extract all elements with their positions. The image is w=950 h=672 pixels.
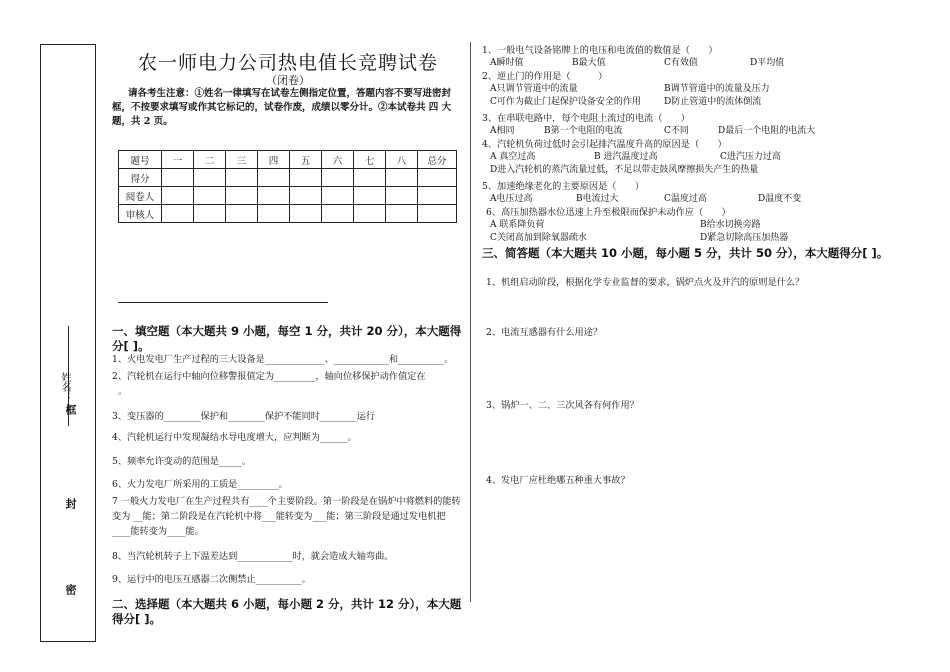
choice-option: B给水切换旁路 — [700, 220, 761, 230]
exam-notice: 请各考生注意：①姓名一律填写在试卷左侧指定位置，答题内容不要写进密封框，不按要求填写或作其它标记的，试卷作废，成绩以零分计。②本试卷共 四 大题，共 2 页。 — [112, 88, 452, 127]
choice-stem: 2、逆止门的作用是（ ） — [482, 71, 608, 82]
short-question: 4、发电厂应杜绝哪五种重大事故？ — [486, 475, 630, 486]
score-table-row — [119, 169, 457, 187]
choice-option: D防止管道中的流体倒流 — [664, 97, 762, 107]
choice-option: A 真空过高 — [490, 152, 536, 162]
choice-options — [482, 125, 922, 138]
name-label: 姓名： — [59, 372, 70, 402]
short-question: 3、锅炉一、二、三次风各有何作用？ — [486, 400, 639, 411]
score-cell — [386, 205, 418, 223]
choice-option: D平均值 — [750, 58, 785, 68]
fill-question: 7 一般火力发电厂在生产过程共有____个主要阶段。第一阶段是在锅炉中将燃料的能转变为 __能；第二阶段是在汽轮机中将___能转变为___能；第三阶段是通过发电机把____能转变为____能。 — [112, 496, 461, 537]
short-question: 2、电流互感器有什么用途？ — [486, 327, 603, 338]
choice-options — [482, 232, 922, 245]
section3-heading: 三、简答题（本大题共 10 小题，每小题 5 分，共计 50 分），本大题得分[ ]。 — [482, 246, 889, 260]
score-cell — [226, 169, 258, 187]
score-table-header-row — [119, 151, 457, 169]
choice-option: C有效值 — [664, 58, 698, 68]
choice-option: B 进汽温度过高 — [594, 152, 658, 162]
score-cell — [322, 187, 354, 205]
score-cell — [418, 169, 457, 187]
choice-option: D进入汽轮机的蒸汽流量过低，不足以带走鼓风摩擦损失产生的热量 — [490, 165, 759, 175]
score-cell — [162, 169, 194, 187]
choice-stem: 3、在串联电路中，每个电阻上流过的电流（ ） — [482, 113, 690, 124]
score-row-label: 审核人 — [119, 205, 162, 223]
score-cell — [162, 187, 194, 205]
score-row-label: 阅卷人 — [119, 187, 162, 205]
fill-question: 9、运行中的电压互感器二次侧禁止__________。 — [112, 574, 311, 585]
exam-subtitle: （闭卷） — [266, 74, 310, 87]
score-cell — [258, 169, 290, 187]
choice-stem: 1、一般电气设备铭牌上的电压和电流值的数值是（ ） — [482, 45, 718, 56]
choice-option: B最大值 — [572, 58, 606, 68]
choice-option: A 联系降负荷 — [490, 220, 545, 230]
choice-option: D紧急切除高压加热器 — [700, 233, 789, 243]
score-header-cell: 四 — [258, 151, 290, 169]
short-question: 1、机组启动阶段，根据化学专业监督的要求，锅炉点火及并汽的原则是什么？ — [486, 277, 805, 288]
seal-char-feng: 封 — [64, 498, 77, 509]
score-header-cell: 二 — [194, 151, 226, 169]
fill-question: 6、火力发电厂所采用的工质是_________。 — [112, 479, 288, 490]
score-cell — [258, 187, 290, 205]
score-header-cell: 题号 — [119, 151, 162, 169]
fill-question: 2、汽轮机在运行中轴向位移警报值定为_________，轴向位移保护动作值定在 — [112, 371, 426, 382]
fill-question: 4、汽轮机运行中发现凝结水导电度增大，应判断为______。 — [112, 432, 357, 443]
score-cell — [322, 205, 354, 223]
choice-option: D温度不变 — [758, 194, 802, 204]
choice-option: C可作为截止门起保护设备安全的作用 — [490, 97, 641, 107]
choice-questions — [482, 44, 922, 245]
choice-stem: 5、加速绝缘老化的主要原因是（ ） — [482, 181, 645, 192]
seal-char-mi: 密 — [64, 584, 77, 595]
score-cell — [290, 205, 322, 223]
section2-heading: 二、选择题（本大题共 6 小题，每小题 2 分，共计 12 分），本大题得分[ ]。 — [112, 597, 462, 626]
separator-line — [118, 302, 328, 303]
score-cell — [194, 205, 226, 223]
choice-options — [482, 57, 922, 70]
choice-options — [482, 219, 922, 232]
score-cell — [322, 169, 354, 187]
seal-char-xian: 框 — [64, 404, 77, 415]
score-cell — [194, 187, 226, 205]
choice-option: B电流过大 — [576, 194, 619, 204]
score-cell — [162, 205, 194, 223]
score-header-cell: 六 — [322, 151, 354, 169]
choice-option: B调节管道中的流量及压力 — [664, 84, 770, 94]
choice-option: B第一个电阻的电流 — [544, 126, 623, 136]
score-cell — [194, 169, 226, 187]
choice-option: C关闭高加到除氧器疏水 — [490, 233, 587, 243]
fill-question-mark: 。 — [118, 386, 128, 397]
score-cell — [258, 205, 290, 223]
fill-question: 1、火电发电厂生产过程的三大设备是_____________、____________和__________。 — [112, 354, 454, 365]
choice-option: C进汽压力过高 — [720, 152, 781, 162]
score-cell — [354, 169, 386, 187]
exam-title: 农一师电力公司热电值长竞聘试卷 — [137, 52, 438, 74]
score-header-cell: 一 — [162, 151, 194, 169]
score-table — [118, 150, 457, 223]
choice-option: A瞬时值 — [490, 58, 524, 68]
score-table-row — [119, 205, 457, 223]
choice-option: A只调节管道中的流量 — [490, 84, 578, 94]
section1-heading: 一、填空题（本大题共 9 小题，每空 1 分，共计 20 分），本大题得分[ ]。 — [112, 324, 462, 353]
choice-option: C温度过高 — [664, 194, 707, 204]
fill-question: 3、变压器的________保护和________保护不能同时________运行 — [112, 411, 376, 422]
fill-question: 5、频率允许变动的范围是_____。 — [112, 456, 252, 467]
score-cell — [290, 169, 322, 187]
score-row-label: 得分 — [119, 169, 162, 187]
fill-question: 8、当汽轮机转子上下温差达到____________时，就会造成大轴弯曲。 — [112, 551, 394, 562]
score-cell — [418, 205, 457, 223]
score-cell — [418, 187, 457, 205]
score-cell — [290, 187, 322, 205]
score-table-row — [119, 187, 457, 205]
score-cell — [386, 169, 418, 187]
score-header-cell: 总分 — [418, 151, 457, 169]
score-cell — [386, 187, 418, 205]
score-header-cell: 五 — [290, 151, 322, 169]
score-header-cell: 七 — [354, 151, 386, 169]
score-cell — [354, 205, 386, 223]
choice-options — [482, 193, 922, 206]
choice-option: A相同 — [490, 126, 515, 136]
score-cell — [226, 187, 258, 205]
choice-options — [482, 83, 922, 96]
score-cell — [354, 187, 386, 205]
choice-stem: 4、汽轮机负荷过低时会引起排汽温度升高的原因是（ ） — [482, 139, 727, 150]
score-cell — [226, 205, 258, 223]
choice-option: A电压过高 — [490, 194, 533, 204]
choice-stem: 6、高压加热器水位迅速上升至极限而保护未动作应（ ） — [486, 207, 731, 218]
score-header-cell: 八 — [386, 151, 418, 169]
choice-options — [482, 96, 922, 109]
column-divider — [470, 42, 471, 602]
choice-option: C不同 — [664, 126, 689, 136]
choice-options — [482, 151, 922, 164]
choice-option: D最后一个电阻的电流大 — [718, 126, 816, 136]
score-header-cell: 三 — [226, 151, 258, 169]
